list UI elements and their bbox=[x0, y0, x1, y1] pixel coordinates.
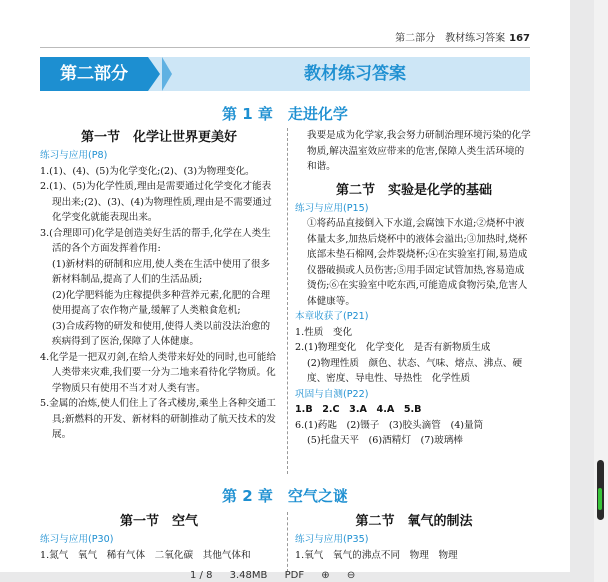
answer-item: 1.氧气 氧气的沸点不同 物理 物理 bbox=[295, 549, 458, 561]
test-heading: 巩固与自测(P22) bbox=[295, 388, 369, 400]
exercise-heading: 练习与应用(P15) bbox=[295, 202, 369, 214]
column-divider bbox=[287, 512, 288, 572]
answer-item: 3.(合理即可)化学是创造美好生活的帮手,化学在人类生活的各个方面发挥着作用: bbox=[40, 227, 271, 254]
continued-text: 我要是成为化学家,我会努力研制治理环境污染的化学物质,解决温室效应带来的危害,保障人类生活环境的和谐。 bbox=[307, 130, 531, 172]
exercise-heading: 练习与应用(P35) bbox=[295, 534, 369, 545]
answer-item: 4.化学是一把双刃剑,在给人类带来好处的同时,也可能给人类带来灾难,我们要一分为二地来看待化学物质。化学物质只有使用不当才对人类有害。 bbox=[40, 351, 276, 394]
scrollbar-indicator bbox=[598, 488, 602, 510]
banner-chevron-icon bbox=[162, 57, 172, 91]
chapter-1-title: 第 1 章 走进化学 bbox=[222, 105, 348, 123]
exercise-heading: 练习与应用(P30) bbox=[40, 534, 114, 545]
answer-item: 2.(1)物理变化 化学变化 是否有新物质生成 bbox=[295, 342, 491, 353]
right-column bbox=[295, 128, 533, 449]
part-banner bbox=[40, 57, 530, 91]
summary-heading: 本章收获了(P21) bbox=[295, 311, 369, 322]
section-title: 第一节 化学让世界更美好 bbox=[80, 130, 237, 145]
page-count: 1 / 8 bbox=[190, 570, 213, 581]
answer-item: ①将药品直接倒入下水道,会腐蚀下水道;②烧杯中液体量太多,加热后烧杯中的液体会溢出;③加热时,烧杯底部未垫石棉网,会炸裂烧杯;④在实验室打闹,易造成仪器破损或人员伤害;⑤用手固定试管加热,容易造成烫伤;⑥在实验室中吃东西,可能造成食物污染,危害人体健康等。 bbox=[307, 218, 528, 307]
answer-subitem: (2)化学肥料能为庄稼提供多种营养元素,化肥的合理使用提高了农作物产量,缓解了人类粮食危机; bbox=[52, 289, 271, 316]
answer-item: 1.氮气 氧气 稀有气体 二氧化碳 其他气体和 bbox=[40, 549, 251, 561]
answer-subitem: (3)合成药物的研发和使用,使得人类以前没法治愈的疾病得到了医治,保障了人体健康。 bbox=[52, 320, 271, 347]
answer-item: 1.性质 变化 bbox=[295, 326, 353, 338]
left-column bbox=[40, 128, 278, 443]
pdf-toolbar bbox=[190, 570, 369, 582]
header-rule bbox=[40, 47, 530, 48]
answer-item: 1.B 2.C 3.A 4.A 5.B bbox=[295, 404, 422, 415]
answer-subitem: (5)托盘天平 (6)酒精灯 (7)玻璃棒 bbox=[307, 435, 463, 446]
answer-subitem: (2)物理性质 颜色、状态、气味、熔点、沸点、硬度、密度、导电性、导热性 化学性质 bbox=[307, 357, 523, 384]
answer-item: 2.(1)、(5)为化学性质,理由是需要通过化学变化才能表现出来;(2)、(3)、(4)为物理性质,理由是不需要通过化学变化就能表现出来。 bbox=[40, 181, 272, 223]
answer-item: 1.(1)、(4)、(5)为化学变化;(2)、(3)为物理变化。 bbox=[40, 165, 255, 177]
column-divider bbox=[287, 128, 288, 474]
exercise-heading: 练习与应用(P8) bbox=[40, 150, 108, 161]
file-type: PDF bbox=[284, 570, 305, 581]
chapter-2-left-column bbox=[40, 512, 278, 563]
answer-subitem: (1)新材料的研制和应用,使人类在生活中使用了很多新材料制品,提高了人们的生活品质; bbox=[52, 258, 271, 285]
answer-item: 5.金属的冶炼,使人们住上了各式楼房,乘坐上各种交通工具;新燃料的开发、新材料的研制推动了航天技术的发展。 bbox=[40, 398, 276, 440]
section-title: 第二节 实验是化学的基础 bbox=[335, 182, 492, 198]
chapter-2-right-column bbox=[295, 512, 533, 563]
section-title: 第一节 空气 bbox=[119, 514, 198, 529]
page-number: 167 bbox=[509, 33, 530, 44]
answer-item: 6.(1)药匙 (2)镊子 (3)胶头滴管 (4)量筒 bbox=[295, 419, 484, 431]
file-size: 3.48MB bbox=[229, 570, 268, 581]
banner-title: 教材练习答案 bbox=[304, 64, 406, 84]
chapter-2-title: 第 2 章 空气之谜 bbox=[222, 487, 348, 505]
section-title: 第二节 氧气的制法 bbox=[355, 514, 473, 529]
zoom-out-icon[interactable]: ⊖ bbox=[346, 570, 356, 581]
zoom-in-icon[interactable]: ⊕ bbox=[321, 570, 330, 581]
running-head bbox=[395, 29, 530, 44]
running-head-text: 第二部分 教材练习答案 bbox=[395, 33, 506, 44]
banner-chevron-icon bbox=[148, 57, 160, 91]
banner-part-label: 第二部分 bbox=[40, 57, 148, 91]
